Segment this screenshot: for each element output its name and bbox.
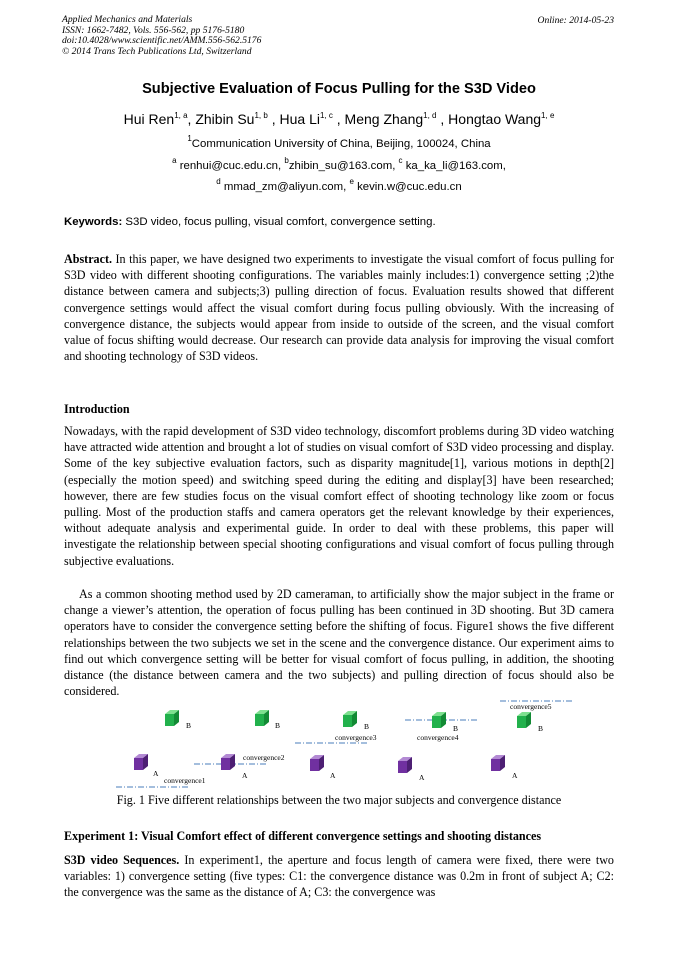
subject-a-cube (221, 754, 235, 770)
journal-name: Applied Mechanics and Materials (62, 14, 193, 25)
experiment1-text: In experiment1, the aperture and focus length of camera were fixed, there were two variables: 1) convergence setting (five types: C1: the convergence distance was 0.2m in front of subject A; C2: the convergence was the same as the distance of A; C3: the convergence was (64, 853, 614, 900)
author: Zhibin Su (195, 111, 255, 127)
journal-header (62, 15, 261, 57)
label-b: B (538, 724, 544, 733)
copyright: © 2014 Trans Tech Publications Ltd, Switzerland (62, 45, 252, 57)
experiment1-paragraph (64, 852, 614, 901)
email-line-2 (0, 177, 678, 193)
convergence-label-3: convergence3 (335, 733, 377, 742)
convergence-label-1: convergence1 (164, 776, 206, 785)
email-line-1 (0, 156, 678, 172)
email-sup: c (398, 156, 403, 165)
figure-1 (110, 697, 580, 789)
author-sup: 1, b (254, 111, 268, 120)
subject-b-cube (255, 710, 269, 726)
email: renhui@cuc.edu.cn, (179, 160, 285, 172)
subject-a-cube (310, 755, 324, 771)
experiment1-heading: Experiment 1: Visual Comfort effect of different convergence settings and shooting distances (64, 829, 542, 843)
author: Meng Zhang (344, 111, 424, 127)
author: Hui Ren (123, 111, 175, 127)
keywords-text: S3D video, focus pulling, visual comfort, convergence setting. (125, 216, 436, 228)
subject-b-cube (165, 710, 179, 726)
subject-b-cube (517, 712, 531, 728)
label-a: A (153, 769, 159, 778)
affiliation (0, 134, 678, 150)
author-sup: 1, a (174, 111, 188, 120)
online-date: Online: 2014-05-23 (537, 15, 614, 26)
author-sup: 1, d (423, 111, 437, 120)
abstract (64, 251, 614, 364)
author-sup: 1, e (541, 111, 555, 120)
email-sup: a (172, 156, 177, 165)
affiliation-sup: 1 (187, 134, 192, 143)
doi: doi:10.4028/www.scientific.net/AMM.556-562.5176 (62, 35, 262, 47)
affiliation-text: Communication University of China, Beijing, 100024, China (191, 138, 491, 150)
author: Hua Li (279, 111, 320, 127)
subject-a-cube (398, 757, 412, 773)
figure-caption: Fig. 1 Five different relationships between the two major subjects and convergence distance (116, 793, 562, 807)
email: mmad_zm@aliyun.com, (223, 181, 350, 193)
author: Hongtao Wang (448, 111, 542, 127)
subject-b-cube (343, 711, 357, 727)
email: zhibin_su@163.com, (288, 160, 399, 172)
introduction-heading: Introduction (64, 402, 130, 416)
email: ka_ka_li@163.com, (405, 160, 506, 172)
keywords-label: Keywords: (64, 216, 123, 228)
convergence-label-5: convergence5 (510, 702, 552, 711)
author-list: Hui Ren$^{1, a}$, Zhibin Su$^{1, b}$ , Hua Li$^{1, c}$ , Meng Zhang$^{1, d}$ , Hongtao Wang$^{1, e}$ (123, 111, 555, 127)
intro-paragraph-2: As a common shooting method used by 2D cameraman, to artificially show the major subject in the frame or change a viewer’s attention, the operation of focus pulling has been continued in 3D shooting. But 3D camera operators have to consider the convergence setting before the shifting of focus. Figure1 shows the five different relationships between the two subjects we set in the scene and the convergence distance. Our experiment aims to find out which convergence setting will be better for visual comfort of focus pulling, in addition, the shooting distance (the distance between camera and the two subjects) and pulling direction of focus should also be considered. (64, 587, 614, 699)
abstract-label: Abstract. (64, 252, 113, 266)
paper-title: Subjective Evaluation of Focus Pulling for the S3D Video (142, 81, 536, 97)
label-a: A (512, 771, 518, 780)
label-b: B (364, 722, 370, 731)
abstract-text: In this paper, we have designed two experiments to investigate the visual comfort of focus pulling for S3D video with different shooting configurations. The variables mainly includes:1) convergence setting ;2)the distance between camera and subjects;3) pulling direction of focus. Evaluation results showed that different convergence settings would affect the visual comfort during focus pulling obviously. With the increasing of convergence distance, the subjects would appear from inside to outside of the screen, and the visual comfort value of focus shifting would decrease. Our research can provide data analysis for improving the visual comfort and shooting technology of S3D videos. (64, 252, 614, 364)
subject-a-cube (491, 755, 505, 771)
convergence-label-4: convergence4 (417, 733, 459, 742)
issn: ISSN: 1662-7482, Vols. 556-562, pp 5176-5180 (62, 24, 245, 36)
intro-paragraph-1: Nowadays, with the rapid development of S3D video technology, discomfort problems during 3D video watching have attracted wide attention and brought a lot of studies on visual comfort of S3D video processing and display. Some of the key subjective evaluation factors, such as disparity magnitude[1], various motions in depth[2] (especially the motion speed) and switching speed during the editing and display[3] have been researched; however, there are few studies focus on the visual comfort effect of shooting technology like zoom or focus pulling. Most of the production staffs and camera operators get the relevant knowledge by their experiences, without adequate analysis and experimental guide. In order to deal with these problems, this paper will investigate the relationship between special shooting configurations and visual comfort of focus pulling through subjective evaluations. (64, 424, 614, 568)
label-b: B (275, 721, 281, 730)
keywords (64, 216, 436, 228)
label-a: A (419, 773, 425, 782)
email: kevin.w@cuc.edu.cn (357, 181, 462, 193)
author-sup: 1, c (319, 111, 333, 120)
convergence-label-2: convergence2 (243, 753, 285, 762)
email-sup: e (349, 177, 354, 186)
email-sup: d (216, 177, 221, 186)
label-a: A (330, 771, 336, 780)
subject-b-cube (432, 712, 446, 728)
label-a: A (242, 771, 248, 780)
email-sup: b (284, 156, 289, 165)
label-b: B (186, 721, 192, 730)
subject-a-cube (134, 754, 148, 770)
experiment1-label: S3D video Sequences. (64, 853, 180, 867)
label-b: B (453, 724, 459, 733)
